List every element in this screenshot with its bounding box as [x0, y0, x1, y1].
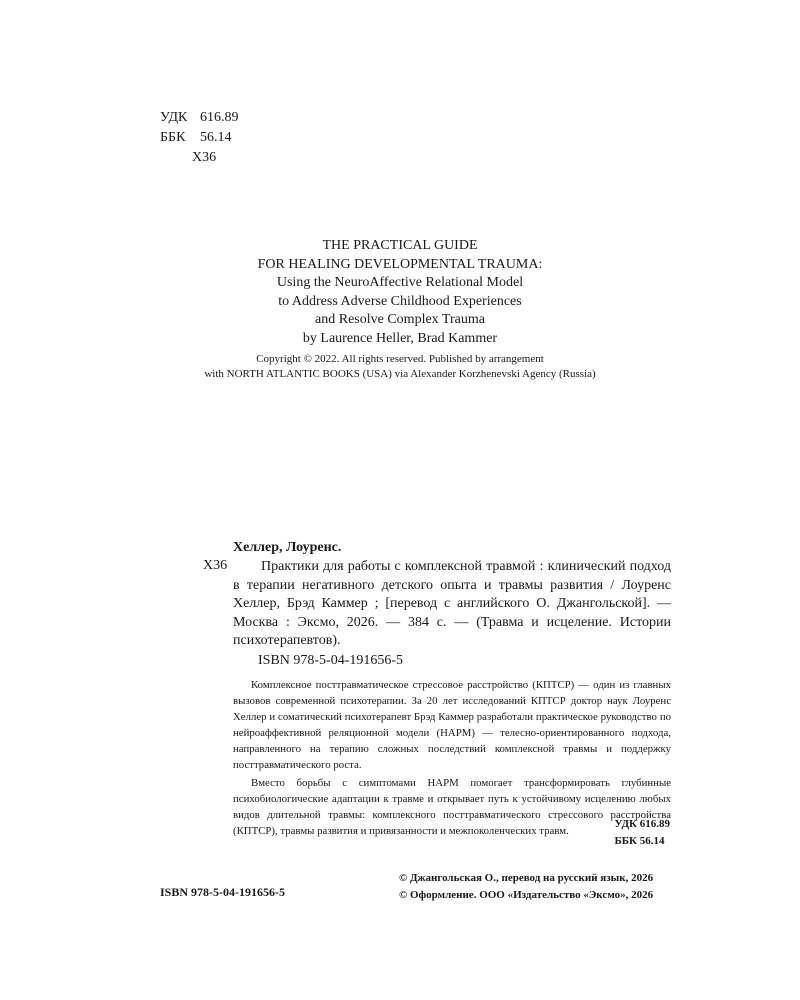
- catalog-description: Практики для работы с комплексной травмой : клинический подход в терапии негативного детского опыта и травмы развития / Лоуренс Хеллер, Брэд Каммер ; [перевод с английского О. Джангольской]. — Москва : Эксмо, 2026. — 384 с. — (Травма и исцеление. Истории психотерапевтов).: [233, 559, 671, 648]
- catalog-cutter-code: Х36: [203, 558, 228, 573]
- design-copyright: © Оформление. ООО «Издательство «Эксмо», 2026: [399, 889, 654, 901]
- annotation-paragraph: Комплексное посттравматическое стрессовое расстройство (КПТСР) — один из главных вызовов современной психотерапии. За 20 лет исследований КПТСР доктор наук Лоуренс Хеллер и соматический психотерапевт Брэд Каммер разработали практическое руководство по нейроаффективной реляционной модели (НАРМ) — телесно-ориентированного подхода, направленного на терапию сложных последствий комплексной травмы и поддержку посттравматического роста.: [233, 679, 671, 771]
- original-title-line: THE PRACTICAL GUIDE: [322, 238, 478, 253]
- translation-copyright: © Джангольская О., перевод на русский язык, 2026: [399, 872, 654, 884]
- cutter-code-top: Х36: [192, 150, 217, 165]
- bbk-label: ББК: [160, 130, 186, 145]
- original-subtitle-line: Using the NeuroAffective Relational Model: [276, 275, 524, 290]
- original-title-block: [0, 237, 800, 348]
- classification-block-bottom: [614, 816, 670, 850]
- udk-row: [160, 108, 239, 128]
- original-title-line: FOR HEALING DEVELOPMENTAL TRAUMA:: [257, 256, 543, 272]
- copyright-line: with NORTH ATLANTIC BOOKS (USA) via Alexander Korzhenevski Agency (Russia): [204, 368, 596, 380]
- original-authors-line: by Laurence Heller, Brad Kammer: [302, 330, 498, 346]
- udk-code: УДК 616.89: [614, 818, 670, 830]
- catalog-author-heading: Хеллер, Лоуренс.: [233, 540, 342, 555]
- original-subtitle-line: and Resolve Complex Trauma: [315, 312, 485, 327]
- classification-block-top: [160, 108, 239, 168]
- udk-label: УДК: [160, 110, 188, 125]
- original-copyright: [0, 352, 800, 382]
- original-subtitle-line: to Address Adverse Childhood Experiences: [278, 293, 522, 309]
- copyright-line: Copyright © 2022. All rights reserved. Published by arrangement: [256, 353, 544, 365]
- bbk-code: ББК 56.14: [614, 835, 665, 847]
- footer-copyrights: [399, 870, 653, 904]
- annotation-paragraph: Вместо борьбы с симптомами НАРМ помогает трансформировать глубинные психобиологические адаптации к травме и открывает путь к устойчивому исцелению любых видов длительной травмы: комплексного посттравматического стрессового расстройства (КПТСР), травмы развития и привязанности и межпоколенческих травм.: [233, 777, 671, 837]
- bbk-value: 56.14: [200, 130, 232, 145]
- footer-isbn: ISBN 978-5-04-191656-5: [160, 885, 285, 899]
- bbk-row: [160, 128, 239, 148]
- catalog-isbn: ISBN 978-5-04-191656-5: [258, 653, 404, 668]
- udk-value: 616.89: [200, 110, 239, 125]
- annotation: [233, 677, 671, 841]
